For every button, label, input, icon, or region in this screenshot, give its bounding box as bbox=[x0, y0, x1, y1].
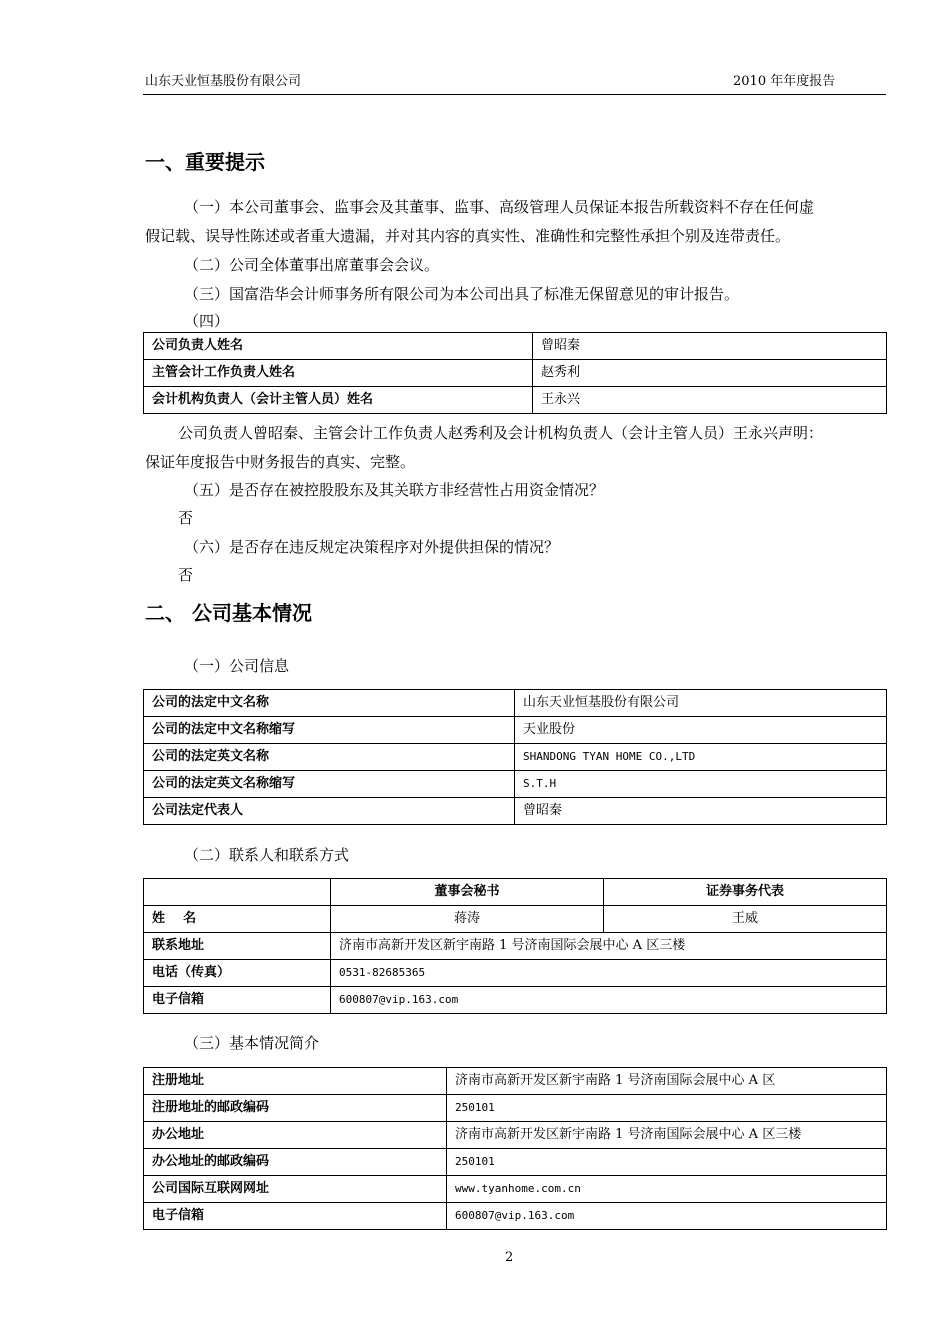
table-row bbox=[144, 960, 887, 987]
responsible-persons-table bbox=[143, 332, 887, 414]
address-value: 济南市高新开发区新宇南路 1 号济南国际会展中心 A 区三楼 bbox=[331, 933, 887, 960]
table-value: 250101 bbox=[447, 1095, 887, 1122]
table-row bbox=[144, 933, 887, 960]
table-row bbox=[144, 879, 887, 906]
table-label: 公司法定代表人 bbox=[144, 798, 515, 825]
table-label: 主管会计工作负责人姓名 bbox=[144, 360, 533, 387]
table-row bbox=[144, 360, 887, 387]
phone-label: 电话（传真） bbox=[144, 960, 331, 987]
statement-line2: 保证年度报告中财务报告的真实、完整。 bbox=[145, 453, 416, 471]
email-label: 电子信箱 bbox=[144, 987, 331, 1014]
table-label: 注册地址的邮政编码 bbox=[144, 1095, 447, 1122]
table-row bbox=[144, 798, 887, 825]
table-row bbox=[144, 387, 887, 414]
header-company: 山东天业恒基股份有限公司 bbox=[145, 74, 302, 89]
table-label: 注册地址 bbox=[144, 1068, 447, 1095]
basic-info-table bbox=[143, 1067, 887, 1230]
table-row bbox=[144, 1095, 887, 1122]
table-row bbox=[144, 1149, 887, 1176]
table-label: 会计机构负责人（会计主管人员）姓名 bbox=[144, 387, 533, 414]
table-label: 电子信箱 bbox=[144, 1203, 447, 1230]
table-label: 公司的法定中文名称 bbox=[144, 690, 515, 717]
para-1-line2: 假记载、误导性陈述或者重大遗漏，并对其内容的真实性、准确性和完整性承担个别及连带责任。 bbox=[145, 227, 791, 245]
subsection-company-info: （一）公司信息 bbox=[184, 657, 290, 675]
col-header-representative: 证券事务代表 bbox=[604, 879, 887, 906]
table-value: 山东天业恒基股份有限公司 bbox=[515, 690, 887, 717]
table-value: S.T.H bbox=[515, 771, 887, 798]
answer-5: 否 bbox=[178, 509, 194, 527]
question-5: （五）是否存在被控股股东及其关联方非经营性占用资金情况？ bbox=[184, 481, 605, 499]
phone-value: 0531-82685365 bbox=[331, 960, 887, 987]
table-row bbox=[144, 987, 887, 1014]
website-link[interactable]: www.tyanhome.com.cn bbox=[447, 1176, 887, 1203]
table-value: 曾昭秦 bbox=[515, 798, 887, 825]
header-rule bbox=[143, 94, 886, 95]
table-row bbox=[144, 1122, 887, 1149]
para-3: （三）国富浩华会计师事务所有限公司为本公司出具了标准无保留意见的审计报告。 bbox=[184, 285, 740, 303]
table-label: 公司国际互联网网址 bbox=[144, 1176, 447, 1203]
name-label: 姓 名 bbox=[144, 906, 331, 933]
table-row bbox=[144, 1068, 887, 1095]
answer-6: 否 bbox=[178, 566, 194, 584]
address-label: 联系地址 bbox=[144, 933, 331, 960]
table-label: 公司的法定英文名称缩写 bbox=[144, 771, 515, 798]
contacts-table bbox=[143, 878, 887, 1014]
col-header-secretary: 董事会秘书 bbox=[331, 879, 604, 906]
subsection-basic-info: （三）基本情况简介 bbox=[184, 1034, 320, 1052]
table-label: 办公地址的邮政编码 bbox=[144, 1149, 447, 1176]
secretary-name: 蒋涛 bbox=[331, 906, 604, 933]
header-report-title: 2010 年年度报告 bbox=[733, 74, 836, 89]
para-2: （二）公司全体董事出席董事会会议。 bbox=[184, 256, 440, 274]
table-value: SHANDONG TYAN HOME CO.,LTD bbox=[515, 744, 887, 771]
section-2-title: 二、 公司基本情况 bbox=[145, 601, 312, 625]
table-value: 天业股份 bbox=[515, 717, 887, 744]
table-row bbox=[144, 333, 887, 360]
table-value: 250101 bbox=[447, 1149, 887, 1176]
section-1-title: 一、重要提示 bbox=[145, 150, 265, 174]
para-1-line1: （一）本公司董事会、监事会及其董事、监事、高级管理人员保证本报告所载资料不存在任何虚 bbox=[184, 198, 815, 216]
table-value: 济南市高新开发区新宇南路 1 号济南国际会展中心 A 区 bbox=[447, 1068, 887, 1095]
subsection-contacts: （二）联系人和联系方式 bbox=[184, 846, 350, 864]
representative-name: 王威 bbox=[604, 906, 887, 933]
para-4: （四） bbox=[184, 312, 230, 330]
statement-line1: 公司负责人曾昭秦、主管会计工作负责人赵秀利及会计机构负责人（会计主管人员）王永兴声明： bbox=[178, 424, 824, 442]
table-label: 公司负责人姓名 bbox=[144, 333, 533, 360]
table-value: 曾昭秦 bbox=[533, 333, 887, 360]
email-value: 600807@vip.163.com bbox=[331, 987, 887, 1014]
table-row bbox=[144, 771, 887, 798]
table-value: 济南市高新开发区新宇南路 1 号济南国际会展中心 A 区三楼 bbox=[447, 1122, 887, 1149]
table-row bbox=[144, 690, 887, 717]
table-row bbox=[144, 744, 887, 771]
table-row bbox=[144, 906, 887, 933]
table-value: 王永兴 bbox=[533, 387, 887, 414]
table-label: 办公地址 bbox=[144, 1122, 447, 1149]
table-row bbox=[144, 1176, 887, 1203]
empty-cell bbox=[144, 879, 331, 906]
company-info-table bbox=[143, 689, 887, 825]
table-label: 公司的法定中文名称缩写 bbox=[144, 717, 515, 744]
page-number: 2 bbox=[505, 1250, 514, 1265]
table-row bbox=[144, 1203, 887, 1230]
table-row bbox=[144, 717, 887, 744]
table-label: 公司的法定英文名称 bbox=[144, 744, 515, 771]
table-value: 赵秀利 bbox=[533, 360, 887, 387]
question-6: （六）是否存在违反规定决策程序对外提供担保的情况？ bbox=[184, 538, 560, 556]
table-value: 600807@vip.163.com bbox=[447, 1203, 887, 1230]
